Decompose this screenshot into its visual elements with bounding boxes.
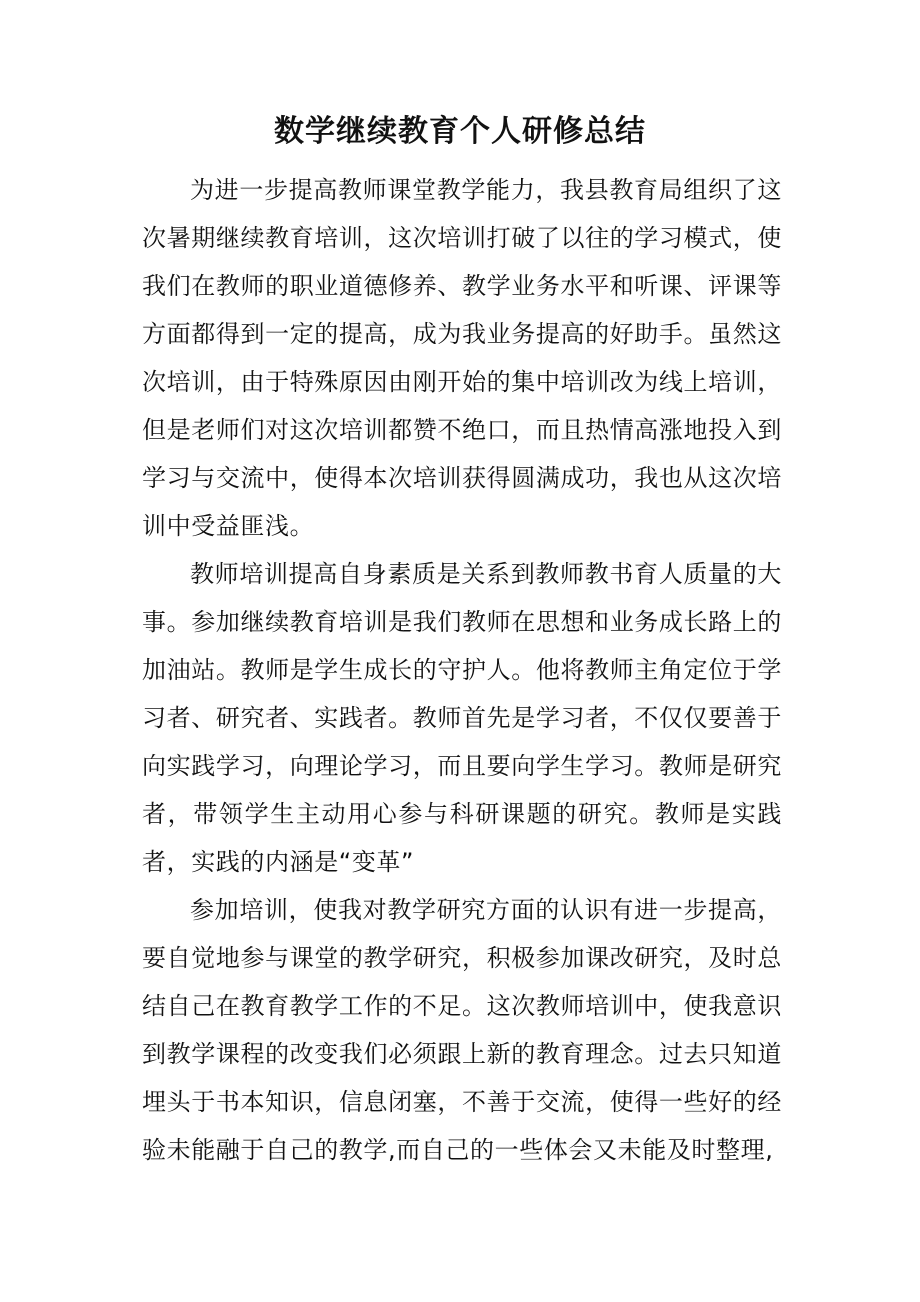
document-body bbox=[142, 166, 782, 1174]
paragraph-1: 为进一步提高教师课堂教学能力，我县教育局组织了这次暑期继续教育培训，这次培训打破了以往的学习模式，使我们在教师的职业道德修养、教学业务水平和听课、评课等方面都得到一定的提高，成为我业务提高的好助手。虽然这次培训，由于特殊原因由刚开始的集中培训改为线上培训，但是老师们对这次培训都赞不绝口，而且热情高涨地投入到学习与交流中，使得本次培训获得圆满成功，我也从这次培训中受益匪浅。 bbox=[142, 176, 782, 540]
paragraph-3: 参加培训，使我对教学研究方面的认识有进一步提高，要自觉地参与课堂的教学研究，积极参加课改研究，及时总结自己在教育教学工作的不足。这次教师培训中，使我意识到教学课程的改变我们必须跟上新的教育理念。过去只知道埋头于书本知识，信息闭塞，不善于交流，使得一些好的经验未能融于自己的教学,而自己的一些体会又未能及时整理, bbox=[142, 896, 782, 1164]
document-title: 数学继续教育个人研修总结 bbox=[274, 114, 646, 149]
paragraph-2: 教师培训提高自身素质是关系到教师教书育人质量的大事。参加继续教育培训是我们教师在思想和业务成长路上的加油站。教师是学生成长的守护人。他将教师主角定位于学习者、研究者、实践者。教师首先是学习者，不仅仅要善于向实践学习，向理论学习，而且要向学生学习。教师是研究者，带领学生主动用心参与科研课题的研究。教师是实践者，实践的内涵是“变革” bbox=[142, 560, 782, 876]
